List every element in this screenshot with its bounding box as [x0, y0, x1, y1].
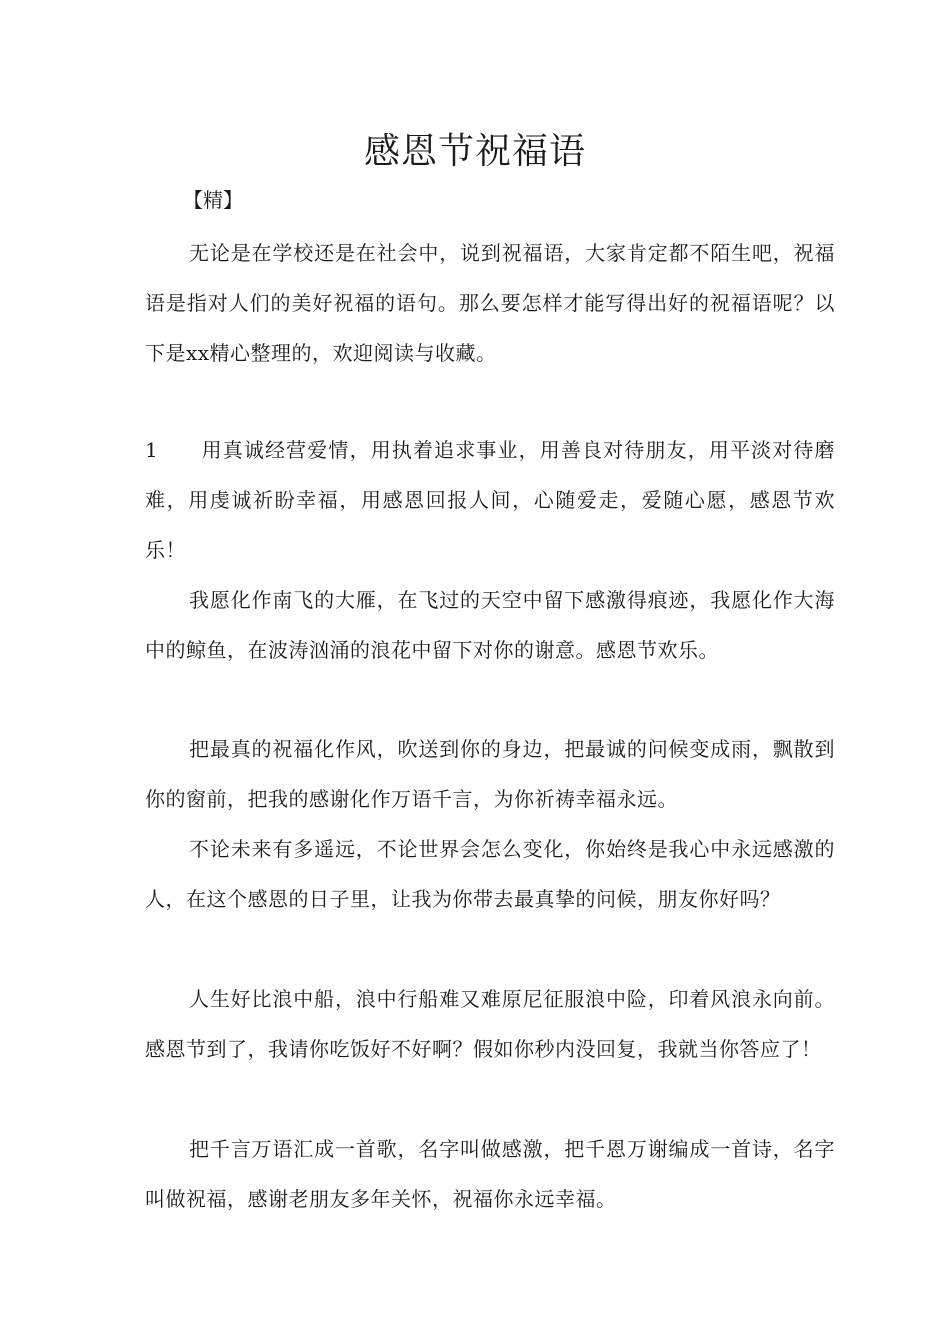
paragraph: 不论未来有多遥远，不论世界会怎么变化，你始终是我心中永远感激的人，在这个感恩的日子里，让我为你带去最真挚的问候，朋友你好吗？	[145, 837, 835, 911]
document-tag: 【精】	[183, 188, 243, 212]
item-number: 1	[145, 438, 159, 462]
paragraph: 把最真的祝福化作风，吹送到你的身边，把最诚的问候变成雨，飘散到你的窗前，把我的感谢化作万语千言，为你祈祷幸福永远。	[145, 737, 835, 811]
document-title: 感恩节祝福语	[363, 131, 586, 172]
paragraph: 我愿化作南飞的大雁，在飞过的天空中留下感激得痕迹，我愿化作大海中的鲸鱼，在波涛汹涌的浪花中留下对你的谢意。感恩节欢乐。	[145, 588, 835, 662]
list-item	[145, 425, 835, 575]
paragraph: 把千言万语汇成一首歌，名字叫做感激，把千恩万谢编成一首诗，名字叫做祝福，感谢老朋友多年关怀，祝福你永远幸福。	[145, 1137, 835, 1211]
paragraph: 人生好比浪中船，浪中行船难又难原尼征服浪中险，印着风浪永向前。感恩节到了，我请你吃饭好不好啊？假如你秒内没回复，我就当你答应了！	[145, 987, 835, 1061]
intro-paragraph: 无论是在学校还是在社会中，说到祝福语，大家肯定都不陌生吧，祝福语是指对人们的美好祝福的语句。那么要怎样才能写得出好的祝福语呢？以下是xx精心整理的，欢迎阅读与收藏。	[145, 241, 835, 365]
item-text: 用真诚经营爱情，用执着追求事业，用善良对待朋友，用平淡对待磨难，用虔诚祈盼幸福，用感恩回报人间，心随爱走，爱随心愿，感恩节欢乐！	[145, 438, 835, 562]
